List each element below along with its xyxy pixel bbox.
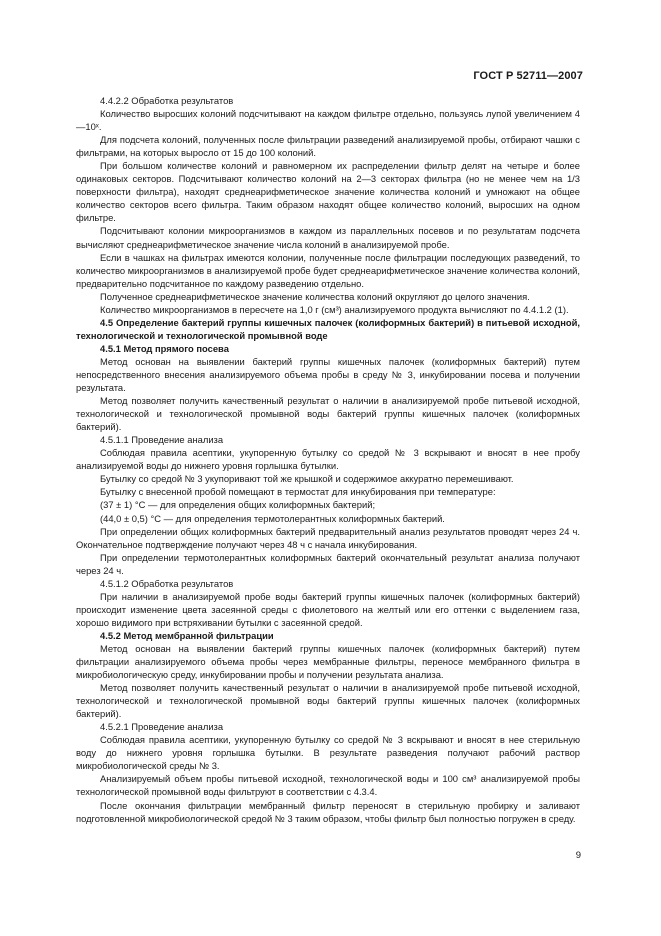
paragraph: Метод позволяет получить качественный результат о наличии в анализируемой пробе питьевой исходной, технологической и технологической промывной воды бактерий группы кишечных палочек (колиформных бактерий). — [76, 682, 580, 720]
paragraph: Подсчитывают колонии микроорганизмов в каждом из параллельных посевов и по результатам подсчета вычисляют среднеарифметическое значение числа колоний в анализируемой пробе. — [76, 225, 580, 250]
paragraph: Соблюдая правила асептики, укупоренную бутылку со средой № 3 вскрывают и вносят в нее стерильную воду до нижнего уровня горлышка бутылки. В результате разведения получают рабочий раствор микробиологической среды № 3. — [76, 734, 580, 772]
paragraph: После окончания фильтрации мембранный фильтр переносят в стерильную пробирку и заливают подготовленной микробиологической средой № 3 таким образом, чтобы фильтр был полностью погружен в среду. — [76, 799, 580, 824]
paragraph: Метод основан на выявлении бактерий группы кишечных палочек (колиформных бактерий) путем фильтрации анализируемого объема пробы через мембранные фильтры, переносе мембранного фильтра в микробиологическую среду, инкубировании пробы и получении результата анализа. — [76, 642, 580, 681]
paragraph: При наличии в анализируемой пробе воды бактерий группы кишечных палочек (колиформных бактерий) происходит изменение цвета засеянной среды с фиолетового на желтый или его оттенки с выделением газа, хорошо видимого при встряхивании бутылки с засеянной средой. — [76, 590, 580, 628]
section-heading: 4.5 Определение бактерий группы кишечных палочек (колиформных бактерий) в питьевой исходной, технологической и технологической промывной воде — [76, 316, 580, 341]
paragraph: 4.5.1.2 Обработка результатов — [100, 577, 234, 589]
paragraph: Для подсчета колоний, полученных после фильтрации разведений анализируемой пробы, отбирают чашки с фильтрами, на которых выросло от 15 до 100 колоний. — [76, 134, 580, 159]
paragraph: 4.5.2.1 Проведение анализа — [100, 721, 224, 733]
paragraph: При определении общих колиформных бактерий предварительный анализ результатов проводят через 24 ч. Окончательное подтверждение получают через 48 ч с начала инкубирования. — [76, 525, 580, 550]
document-body — [76, 94, 580, 825]
paragraph: Анализируемый объем пробы питьевой исходной, технологической воды и 100 см³ анализируемой пробы технологической промывной воды фильтруют в соответствии с 4.3.4. — [76, 773, 580, 798]
paragraph: Если в чашках на фильтрах имеются колонии, полученные после фильтрации последующих разведений, то количество микроорганизмов в анализируемой пробе будет среднеарифметическое значение количества колоний, предварительно подсчитанное по каждому разведению отдельно. — [76, 251, 580, 289]
paragraph: Бутылку со средой № 3 укупоривают той же крышкой и содержимое аккуратно перемешивают. — [100, 473, 514, 485]
paragraph: (37 ± 1) °С — для определения общих колиформных бактерий; — [100, 499, 376, 511]
paragraph: Количество выросших колоний подсчитывают на каждом фильтре отдельно, пользуясь лупой увеличением 4—10ˣ. — [76, 108, 580, 133]
section-heading: 4.5.1 Метод прямого посева — [100, 342, 229, 354]
paragraph: 4.4.2.2 Обработка результатов — [100, 95, 234, 106]
standard-designation: ГОСТ Р 52711—2007 — [473, 70, 583, 82]
paragraph: Количество микроорганизмов в пересчете на 1,0 г (см³) анализируемого продукта вычисляют по 4.4.1.2 (1). — [100, 303, 569, 315]
page-number: 9 — [575, 850, 581, 861]
paragraph: Соблюдая правила асептики, укупоренную бутылку со средой № 3 вскрывают и вносят в нее пробу анализируемой воды до нижнего уровня горлышка бутылки. — [76, 447, 580, 472]
paragraph: Полученное среднеарифметическое значение количества колоний округляют до целого значения. — [100, 290, 530, 302]
section-heading: 4.5.2 Метод мембранной фильтрации — [100, 629, 274, 641]
paragraph: Метод основан на выявлении бактерий группы кишечных палочек (колиформных бактерий) путем непосредственного внесения анализируемого объема пробы в среду № 3, инкубировании посева и получении результата. — [76, 355, 580, 394]
paragraph: При большом количестве колоний и равномерном их распределении фильтр делят на четыре и более одинаковых секторов. Подсчитывают количество колоний на 2—3 секторах фильтра (но не менее чем на 1/3 поверхности фильтра), находят среднеарифметическое значение количества колоний и умножают на общее количество секторов всего фильтра. Таким образом находят общее количество колоний, выросших на одном фильтре. — [76, 160, 580, 224]
paragraph: (44,0 ± 0,5) °С — для определения термотолерантных колиформных бактерий. — [100, 512, 445, 524]
paragraph: Метод позволяет получить качественный результат о наличии в анализируемой пробе питьевой исходной, технологической и технологической промывной воды бактерий группы кишечных палочек (колиформных бактерий). — [76, 395, 580, 433]
paragraph: При определении термотолерантных колиформных бактерий окончательный результат анализа получают через 24 ч. — [76, 551, 580, 576]
paragraph: 4.5.1.1 Проведение анализа — [100, 434, 224, 446]
paragraph: Бутылку с внесенной пробой помещают в термостат для инкубирования при температуре: — [100, 486, 496, 498]
